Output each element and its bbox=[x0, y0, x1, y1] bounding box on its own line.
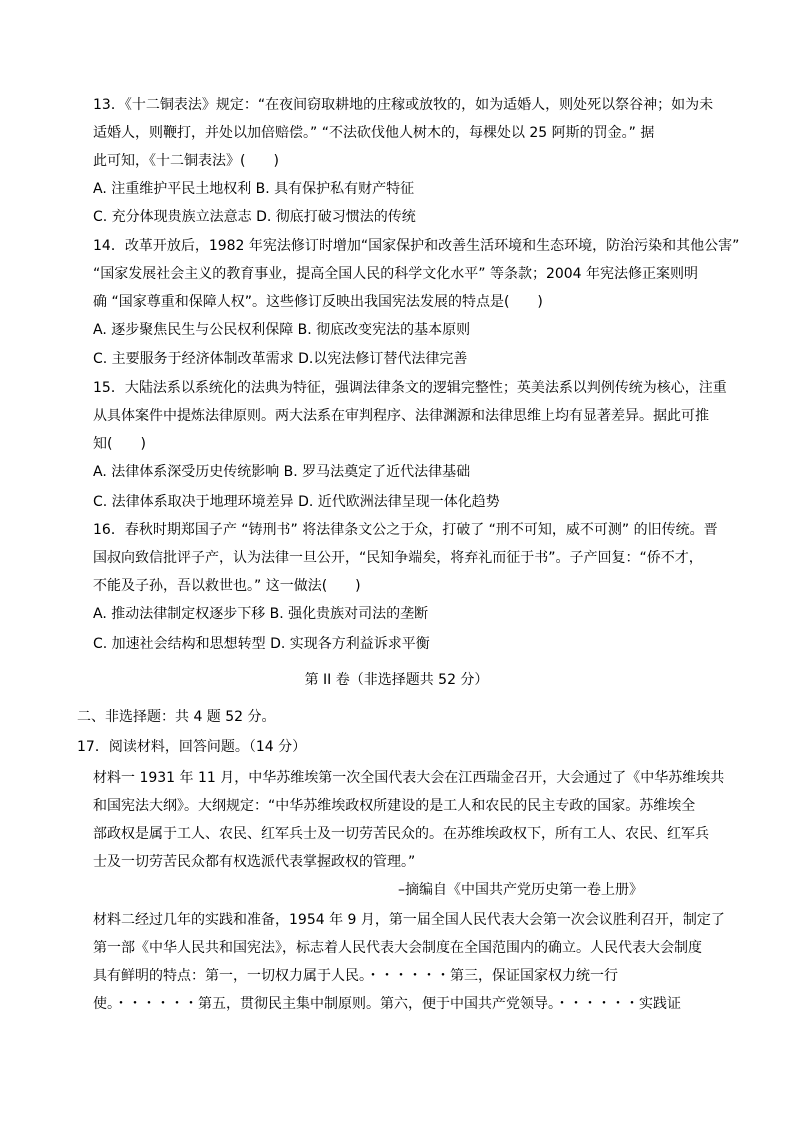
material-1-source: –摘编自《中国共产党历史第一卷上册》 bbox=[398, 882, 643, 898]
material-2-line-2: 第一部《中华人民共和国宪法》，标志着人民代表大会制度在全国范围内的确立。人民代表大会制度 bbox=[93, 940, 702, 956]
section-2-heading: 二、非选择题：共 4 题 52 分。 bbox=[77, 709, 276, 725]
question-14-option-ab: A. 逐步聚焦民生与公民权利保障 B. 彻底改变宪法的基本原则 bbox=[93, 322, 471, 338]
question-15-line-1: 15．大陆法系以系统化的法典为特征，强调法律条文的逻辑完整性；英美法系以判例传统为核心，注重 bbox=[93, 380, 727, 396]
question-15-line-2: 从具体案件中提炼法律原则。两大法系在审判程序、法律渊源和法律思维上均有显著差异。据此可推 bbox=[93, 408, 709, 424]
material-1-line-1: 材料一 1931 年 11 月，中华苏维埃第一次全国代表大会在江西瑞金召开，大会通过了《中华苏维埃共 bbox=[93, 770, 725, 786]
question-14-option-cd: C. 主要服务于经济体制改革需求 D.以宪法修订替代法律完善 bbox=[93, 351, 468, 367]
question-15-option-ab: A. 法律体系深受历史传统影响 B. 罗马法奠定了近代法律基础 bbox=[93, 464, 471, 480]
question-17-heading: 17．阅读材料，回答问题。（14 分） bbox=[77, 739, 307, 755]
part-2-title: 第 II 卷（非选择题共 52 分） bbox=[304, 672, 489, 688]
material-2-line-4: 使。・・・・・・第五，贯彻民主集中制原则。第六，便于中国共产党领导。・・・・・・实践证 bbox=[93, 996, 681, 1012]
question-13-option-ab: A. 注重维护平民土地权利 B. 具有保护私有财产特征 bbox=[93, 181, 415, 197]
question-16-line-2: 国叔向致信批评子产，认为法律一旦公开，“民知争端矣，将弃礼而征于书”。子产回复：“侨不才， bbox=[93, 550, 703, 566]
question-13-option-cd: C. 充分体现贵族立法意志 D. 彻底打破习惯法的传统 bbox=[93, 209, 416, 225]
question-14-line-2: “国家发展社会主义的教育事业，提高全国人民的科学文化水平” 等条款；2004 年宪法修正案则明 bbox=[93, 266, 699, 282]
material-2-line-1: 材料二经过几年的实践和准备，1954 年 9 月，第一届全国人民代表大会第一次会议胜利召开，制定了 bbox=[93, 912, 725, 928]
material-2-line-3: 具有鲜明的特点：第一，一切权力属于人民。・・・・・・第三，保证国家权力统一行 bbox=[93, 968, 618, 984]
question-16-line-3: 不能及子孙，吾以救世也。” 这一做法( ) bbox=[93, 578, 361, 594]
question-13-line-3: 此可知，《十二铜表法》( ) bbox=[93, 153, 279, 169]
question-14-line-3: 确 “国家尊重和保障人权”。这些修订反映出我国宪法发展的特点是( ) bbox=[93, 294, 543, 310]
question-14-line-1: 14．改革开放后，1982 年宪法修订时增加“国家保护和改善生活环境和生态环境，防治污染和其他公害” bbox=[93, 238, 740, 254]
question-16-line-1: 16．春秋时期郑国子产 “铸刑书” 将法律条文公之于众，打破了 “刑不可知，威不可测” 的旧传统。晋 bbox=[93, 522, 718, 538]
material-1-line-3: 部政权是属于工人、农民、红军兵士及一切劳苦民众的。在苏维埃政权下，所有工人、农民、红军兵 bbox=[93, 826, 709, 842]
question-13-line-2: 适婚人，则鞭打，并处以加倍赔偿。” “不法砍伐他人树木的，每棵处以 25 阿斯的罚金。” 据 bbox=[93, 125, 655, 141]
material-1-line-2: 和国宪法大纲》。大纲规定：“中华苏维埃政权所建设的是工人和农民的民主专政的国家。苏维埃全 bbox=[93, 798, 696, 814]
question-16-option-cd: C. 加速社会结构和思想转型 D. 实现各方利益诉求平衡 bbox=[93, 636, 430, 652]
material-1-line-4: 士及一切劳苦民众都有权选派代表掌握政权的管理。” bbox=[93, 854, 416, 870]
question-13-line-1: 13．《十二铜表法》规定：“在夜间窃取耕地的庄稼或放牧的，如为适婚人，则处死以祭谷神；如为未 bbox=[93, 97, 714, 113]
question-16-option-ab: A. 推动法律制定权逐步下移 B. 强化贵族对司法的垄断 bbox=[93, 606, 429, 622]
question-15-line-3: 知( ) bbox=[93, 436, 146, 452]
question-15-option-cd: C. 法律体系取决于地理环境差异 D. 近代欧洲法律呈现一体化趋势 bbox=[93, 494, 500, 510]
